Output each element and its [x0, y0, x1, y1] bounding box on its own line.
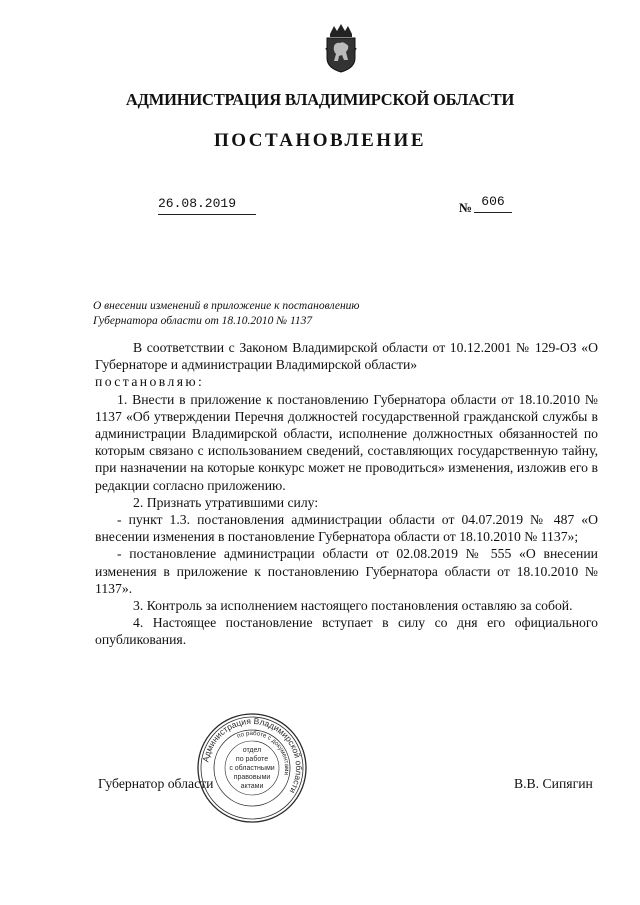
paragraph-2-item-1: - пункт 1.3. постановления администрации области от 04.07.2019 № 487 «О внесении изменения в постановление Губернатора области от 18.10.2010 № 1137»; — [95, 512, 598, 545]
stamp-center-line-4: правовыми — [233, 774, 271, 781]
document-number: 606 — [474, 194, 512, 213]
document-type: ПОСТАНОВЛЕНИЕ — [213, 130, 427, 151]
stamp-center-line-1: отдел — [242, 747, 262, 754]
number-sign: № — [459, 200, 473, 215]
document-date: 26.08.2019 — [158, 196, 256, 215]
paragraph-1: 1. Внести в приложение к постановлению Губернатора области от 18.10.2010 № 1137 «Об утверждении Перечня должностей государственной гражданской службы в администрации Владимирской области, исполнение должностных обязанностей по которым связано с использованием сведений, составляющих государственную тайну, при назначении на которые конкурс может не проводиться» изменения, изложив его в редакции согласно приложению. — [95, 391, 598, 493]
paragraph-4: 4. Настоящее постановление вступает в силу со дня его официального опубликования. — [95, 615, 598, 648]
subject-line-1: О внесении изменений в приложение к постановлению — [93, 300, 360, 312]
paragraph-2-item-2: - постановление администрации области от 02.08.2019 № 555 «О внесении изменения в приложение к постановлению Губернатора области от 18.10.2010 № 1137». — [95, 546, 598, 596]
official-stamp — [196, 712, 308, 824]
signature-name: В.В. Сипягин — [514, 776, 593, 791]
document-body — [95, 339, 598, 649]
coat-of-arms-emblem — [322, 22, 360, 74]
stamp-center-line-5: актами — [240, 783, 264, 790]
subject-line-2: Губернатора области от 18.10.2010 № 1137 — [93, 315, 313, 327]
paragraph-3: 3. Контроль за исполнением настоящего постановления оставляю за собой. — [133, 598, 573, 614]
document-subject — [93, 299, 433, 329]
stamp-ring-text: Администрация Владимирской области — [200, 715, 305, 796]
preamble-paragraph: В соответствии с Законом Владимирской области от 10.12.2001 № 129-ОЗ «О Губернаторе и администрации Владимирской области» — [95, 340, 598, 373]
stamp-center-line-3: с областными — [229, 765, 275, 772]
decree-word: постановляю: — [95, 374, 205, 390]
paragraph-2: 2. Признать утратившими силу: — [133, 494, 319, 510]
stamp-center-line-2: по работе — [235, 756, 269, 763]
signature-title: Губернатор области — [98, 776, 214, 791]
organization-title: АДМИНИСТРАЦИЯ ВЛАДИМИРСКОЙ ОБЛАСТИ — [125, 90, 515, 109]
stamp-inner-ring-text: по работе с документами — [236, 729, 291, 776]
